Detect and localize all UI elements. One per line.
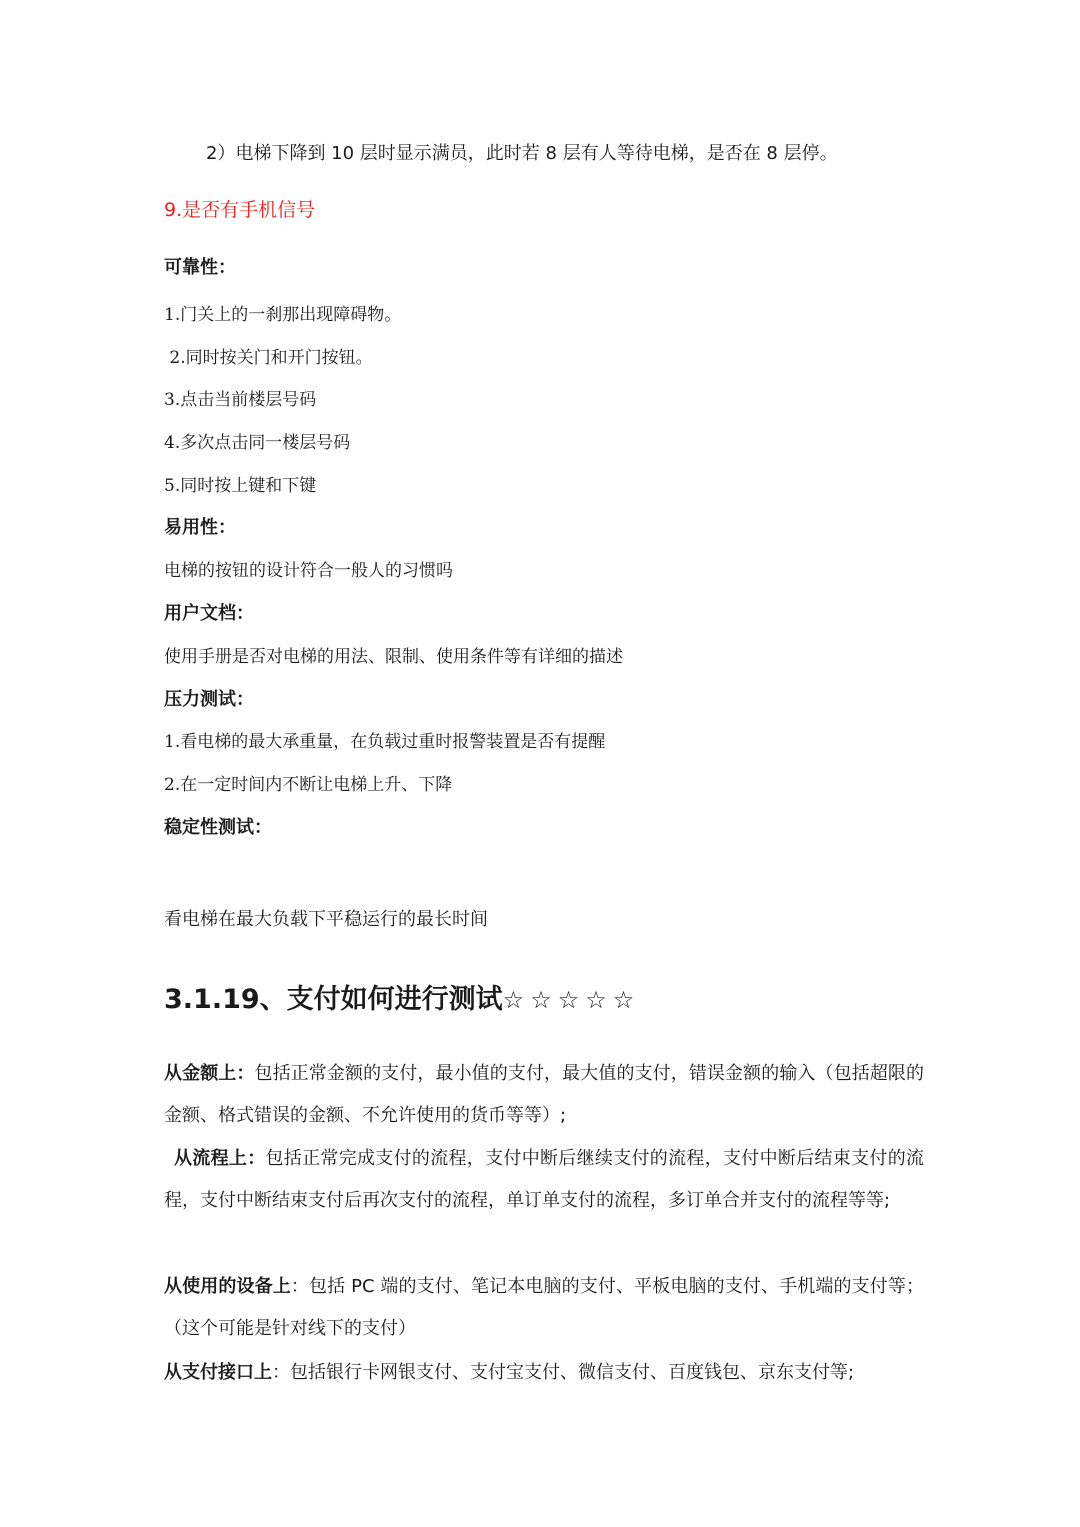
usability-text: 电梯的按钮的设计符合一般人的习惯吗 bbox=[164, 561, 453, 581]
reliability-item-2: 2.同时按关门和开门按钮。 bbox=[164, 348, 373, 368]
payment-section-heading bbox=[164, 982, 640, 1018]
payment-flow-label: 从流程上： bbox=[174, 1148, 266, 1169]
usability-title: 易用性： bbox=[164, 517, 236, 538]
reliability-item-1: 1.门关上的一刹那出现障碍物。 bbox=[164, 305, 402, 325]
payment-interface-label: 从支付接口上 bbox=[164, 1362, 272, 1383]
reliability-item-3: 3.点击当前楼层号码 bbox=[164, 390, 317, 410]
stability-title: 稳定性测试： bbox=[164, 817, 272, 838]
payment-flow-paragraph bbox=[164, 1138, 924, 1222]
payment-amount-text: 包括正常金额的支付，最小值的支付，最大值的支付，错误金额的输入（包括超限的金额、格式错误的金额、不允许使用的货币等等）; bbox=[164, 1063, 925, 1126]
payment-amount-paragraph bbox=[164, 1053, 924, 1137]
reliability-item-4: 4.多次点击同一楼层号码 bbox=[164, 433, 351, 453]
top-line-item-2: 2）电梯下降到 10 层时显示满员，此时若 8 层有人等待电梯，是否在 8 层停。 bbox=[206, 143, 838, 164]
payment-heading-text: 3.1.19、支付如何进行测试 bbox=[164, 984, 503, 1015]
stress-item-1: 1.看电梯的最大承重量，在负载过重时报警装置是否有提醒 bbox=[164, 732, 606, 752]
rating-stars-icon: ☆☆☆☆☆ bbox=[502, 986, 641, 1014]
stress-item-2: 2.在一定时间内不断让电梯上升、下降 bbox=[164, 775, 453, 795]
user-docs-text: 使用手册是否对电梯的用法、限制、使用条件等有详细的描述 bbox=[164, 647, 623, 667]
stability-text: 看电梯在最大负载下平稳运行的最长时间 bbox=[164, 909, 488, 930]
payment-device-text: ：包括 PC 端的支付、笔记本电脑的支付、平板电脑的支付、手机端的支付等；（这个可能是针对线下的支付） bbox=[164, 1276, 924, 1339]
reliability-item-5: 5.同时按上键和下键 bbox=[164, 476, 317, 496]
payment-amount-label: 从金额上： bbox=[164, 1063, 255, 1084]
payment-device-paragraph bbox=[164, 1266, 924, 1350]
payment-flow-text: 包括正常完成支付的流程，支付中断后继续支付的流程，支付中断后结束支付的流程，支付中断结束支付后再次支付的流程，单订单支付的流程，多订单合并支付的流程等等; bbox=[164, 1148, 924, 1211]
reliability-title: 可靠性： bbox=[164, 257, 236, 278]
payment-interface-text: ：包括银行卡网银支付、支付宝支付、微信支付、百度钱包、京东支付等; bbox=[272, 1362, 855, 1383]
payment-device-label: 从使用的设备上 bbox=[164, 1276, 291, 1297]
section9-title: 9.是否有手机信号 bbox=[164, 199, 316, 221]
stress-title: 压力测试： bbox=[164, 689, 254, 710]
user-docs-title: 用户文档： bbox=[164, 603, 254, 624]
payment-interface-paragraph bbox=[164, 1352, 924, 1394]
